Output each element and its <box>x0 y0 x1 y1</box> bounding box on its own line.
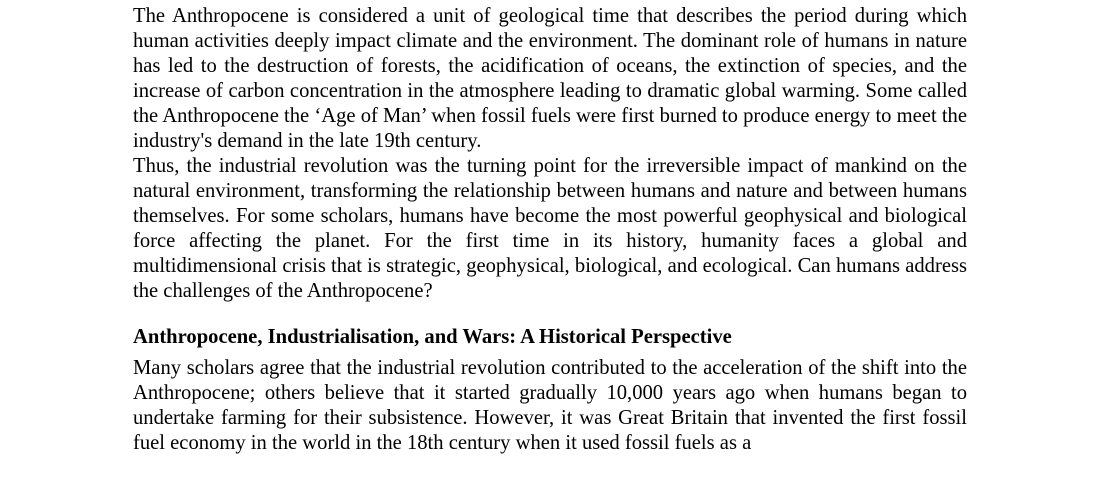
paragraph-historical-perspective: Many scholars agree that the industrial revolution contributed to the acceleration of the shift into the Anthropocene; others believe that it started gradually 10,000 years ago when humans began to undertake farming for their subsistence. However, it was Great Britain that invented the first fossil fuel economy in the world in the 18th century when it used fossil fuels as a <box>133 357 967 454</box>
paragraph-industrial-revolution-turning-point: Thus, the industrial revolution was the turning point for the irreversible impact of mankind on the natural environment, transforming the relationship between humans and nature and between humans themselves. For some scholars, humans have become the most powerful geophysical and biological force affecting the planet. For the first time in its history, humanity faces a global and multidimensional crisis that is strategic, geophysical, biological, and ecological. Can humans address the challenges of the Anthropocene? <box>133 155 967 302</box>
section-heading: Anthropocene, Industrialisation, and Wars: A Historical Perspective <box>133 326 732 348</box>
paragraph-anthropocene-definition: The Anthropocene is considered a unit of geological time that describes the period during which human activities deeply impact climate and the environment. The dominant role of humans in nature has led to the destruction of forests, the acidification of oceans, the extinction of species, and the increase of carbon concentration in the atmosphere leading to dramatic global warming. Some called the Anthropocene the ‘Age of Man’ when fossil fuels were first burned to produce energy to meet the industry's demand in the late 19th century. <box>133 5 967 152</box>
document-page <box>133 4 967 456</box>
